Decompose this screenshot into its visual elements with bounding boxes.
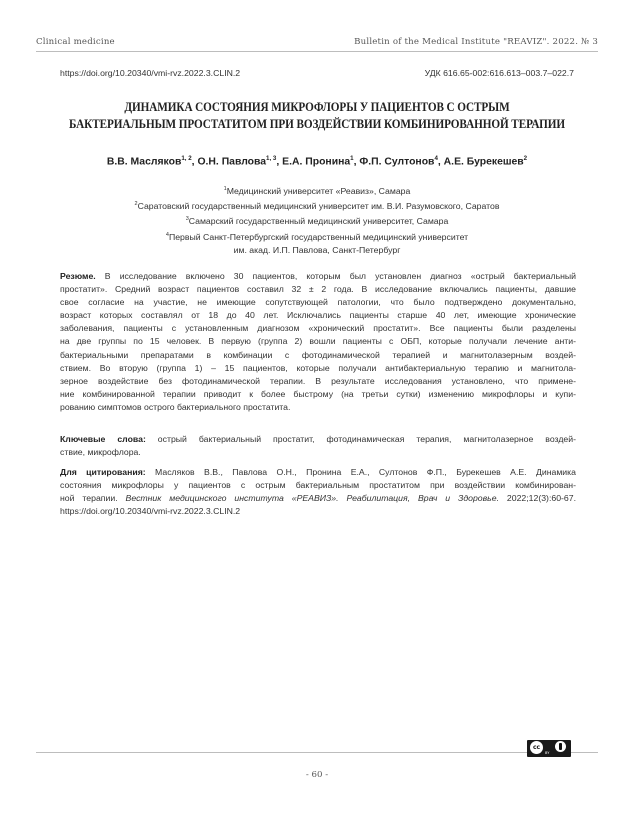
affiliation-item [60,198,574,213]
keywords-text: острый бактериальный простатит, фотодинамическая терапия, магнитолазерное воздей- [145,434,576,444]
abstract-line: свое согласие на участие, не имеющие сопутствующей патологии, что было подтверждено документально, [60,297,576,308]
abstract-line: возраст которых составлял от 18 до 40 лет. Исключались пациенты старше 40 лет, имеющие хронические [60,310,576,321]
author-name: Е.А. Пронина [282,156,351,168]
citation-text: ной терапии. [60,493,126,504]
affiliation-text: Саратовский государственный медицинский университет им. В.И. Разумовского, Саратов [137,201,500,212]
creative-commons-by-icon[interactable] [527,740,571,757]
author-separator: , [191,156,198,168]
abstract-line: ствием. Во вторую (группа 1) – 15 пациентов, которые получали антибактериальную терапию и магнитола- [60,362,576,373]
page-number: - 60 - [305,770,329,780]
author-name: Ф.П. Султонов [359,156,435,168]
affiliation-text: Медицинский университет «Реавиз», Самара [226,185,411,196]
author-affiliation-ref: 1 [350,155,354,162]
author-name: А.Е. Бурекешев [443,156,524,168]
citation-text: Масляков В.В., Павлова О.Н., Пронина Е.А., Султонов Ф.П., Бурекешев А.Е. Динамика [145,467,576,477]
author-separator: , [437,156,444,168]
citation-line [60,492,576,505]
keywords-line: ствие, микрофлора. [60,447,141,458]
citation-text: 2022;12(3):60-67. [499,493,576,504]
author-affiliation-ref: 1, 3 [266,155,277,162]
udk-code: УДК 616.65-002:616.613–003.7–022.7 [424,68,574,78]
cc-logo-icon: cc [530,741,543,754]
author-name: О.Н. Павлова [197,156,267,168]
affiliation-item [60,244,574,257]
footer-divider [36,752,598,753]
article-title [62,99,572,133]
affiliation-number: 1 [223,186,227,192]
author-affiliation-ref: 4 [434,155,438,162]
affiliation-number: 2 [134,201,138,208]
keywords [60,433,576,459]
abstract-line: на две группы по 15 человек. В первую (группа 2) вошли пациенты с ОБП, которые получали лечение анти- [60,336,576,347]
affiliation-text: Первый Санкт-Петербургский государственный медицинский университет [168,231,469,242]
keywords-line [60,433,576,446]
abstract-line: зерное воздействие без фотодинамической терапии. В результате исследования установлено, что примене- [60,375,576,386]
author-separator: , [353,156,360,168]
abstract-line: заболевания, пациенты с установленным диагнозом «хронический простатит». Все пациенты были разделены [60,323,576,334]
abstract-line: простатит». Средний возраст пациентов составил 32 ± 2 года. В исследование включались пациенты, давшие [60,284,576,295]
doi-link[interactable]: https://doi.org/10.20340/vmi-rvz.2022.3.CLIN.2 [60,68,241,78]
abstract-line: бактериальными препаратами в комбинации с фотодинамической терапией и магнитолазерным воздей- [60,349,576,360]
affiliation-text: им. акад. И.П. Павлова, Санкт-Петербург [233,244,401,255]
author-list [40,155,594,167]
affiliation-list [60,183,574,257]
abstract-line: рованию симптомов острого бактериального простатита. [60,401,291,412]
affiliation-item [60,229,574,244]
affiliation-item [60,183,574,198]
citation-journal: Вестник медицинского института «РЕАВИЗ». Реабилитация, Врач и Здоровье. [125,493,499,504]
affiliation-text: Самарский государственный медицинский университет, Самара [188,216,449,227]
abstract [60,270,576,414]
citation-line: состояния микрофлоры у пациентов с острым бактериальным простатитом при воздействии комбинирован- [60,480,576,491]
citation-line [60,466,576,479]
author-name: В.В. Масляков [106,156,182,168]
citation-label: Для цитирования: [60,467,146,477]
author-affiliation-ref: 1, 2 [181,155,192,162]
keywords-label: Ключевые слова: [60,434,146,444]
abstract-label: Резюме. [60,271,96,281]
title-line-1: ДИНАМИКА СОСТОЯНИЯ МИКРОФЛОРЫ У ПАЦИЕНТОВ С ОСТРЫМ [124,100,510,114]
citation-doi-link[interactable]: https://doi.org/10.20340/vmi-rvz.2022.3.CLIN.2 [60,506,241,517]
title-line-2: БАКТЕРИАЛЬНЫМ ПРОСТАТИТОМ ПРИ ВОЗДЕЙСТВИИ КОМБИНИРОВАННОЙ ТЕРАПИИ [68,117,566,131]
affiliation-number: 4 [165,231,169,238]
header-journal: Bulletin of the Medical Institute "REAVIZ". 2022. № 3 [354,37,598,47]
cc-by-label: BY [545,751,550,755]
abstract-line [60,270,576,283]
attribution-icon [555,741,566,752]
author-separator: , [276,156,283,168]
abstract-text: В исследование включено 30 пациентов, которым был установлен диагноз «острый бактериальный [95,271,576,281]
affiliation-number: 3 [185,216,189,223]
running-header [36,33,598,52]
author-affiliation-ref: 2 [523,155,528,162]
abstract-line: ние комбинированной терапии приводит к более быстрому (на третьи сутки) изменению микрофлоры и купи- [60,388,576,399]
citation [60,466,576,518]
header-section: Clinical medicine [36,37,115,47]
affiliation-item [60,213,574,228]
